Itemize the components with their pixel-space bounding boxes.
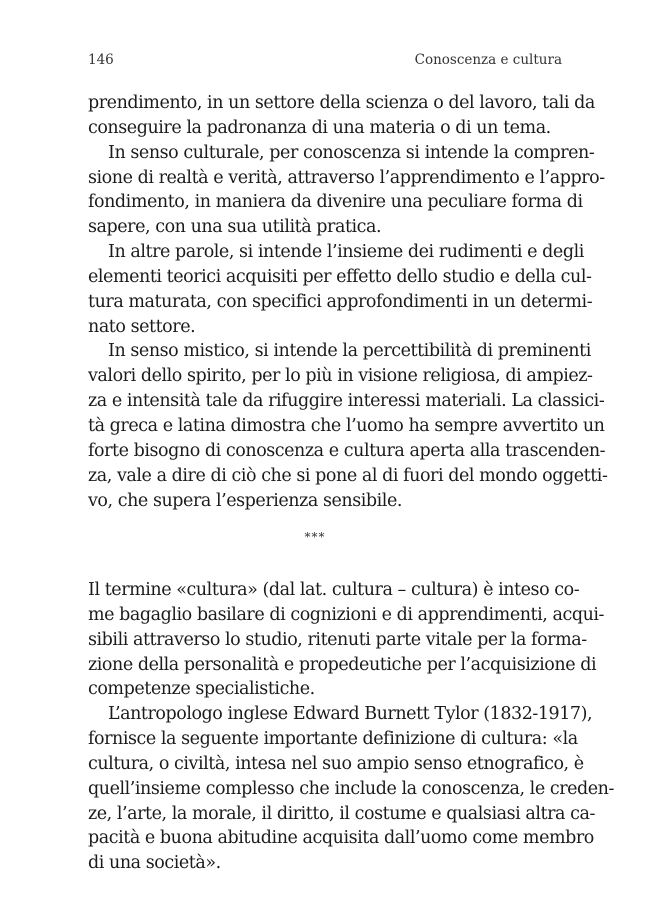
body-text-section-1 — [88, 91, 608, 513]
text-line: fornisce la seguente importante definizione di cultura: «la — [88, 729, 578, 750]
running-title: Conoscenza e cultura — [414, 52, 562, 68]
text-line: za e intensità tale da rifuggire interessi materiali. La classici- — [88, 391, 605, 412]
text-line: pacità e buona abitudine acquisita dall’uomo come membro — [88, 828, 594, 849]
text-line: cultura, o civiltà, intesa nel suo ampio senso etnografico, è — [88, 753, 584, 774]
text-line: In senso culturale, per conoscenza si intende la compren- — [108, 142, 595, 163]
text-line: zione della personalità e propedeutiche per l’acquisizione di — [88, 654, 597, 675]
text-line: fondimento, in maniera da divenire una peculiare forma di — [88, 192, 583, 213]
text-line: valori dello spirito, per lo più in visione religiosa, di ampiez- — [88, 366, 593, 387]
page-header — [88, 52, 562, 72]
text-line: conseguire la padronanza di una materia o di un tema. — [88, 117, 551, 138]
text-line: L’antropologo inglese Edward Burnett Tylor (1832-1917), — [108, 704, 593, 725]
text-line: sione di realtà e verità, attraverso l’apprendimento e l’appro- — [88, 167, 605, 188]
text-line: me bagaglio basilare di cognizioni e di apprendimenti, acqui- — [88, 604, 605, 625]
text-line: competenze specialistiche. — [88, 679, 315, 700]
text-line: vo, che supera l’esperienza sensibile. — [88, 490, 402, 511]
text-line: tà greca e latina dimostra che l’uomo ha sempre avvertito un — [88, 415, 605, 436]
text-line: nato settore. — [88, 316, 196, 337]
text-line: In senso mistico, si intende la percettibilità di preminenti — [108, 341, 591, 362]
body-text-section-2 — [88, 578, 614, 876]
text-line: prendimento, in un settore della scienza o del lavoro, tali da — [88, 93, 595, 113]
text-line: quell’insieme complesso che include la conoscenza, le creden- — [88, 778, 614, 799]
text-line: In altre parole, si intende l’insieme dei rudimenti e degli — [108, 242, 584, 263]
text-line: ze, l’arte, la morale, il diritto, il costume e qualsiasi altra ca- — [88, 803, 595, 824]
text-line: tura maturata, con specifici approfondimenti in un determi- — [88, 291, 593, 312]
text-line: di una società». — [88, 853, 221, 874]
section-separator: *** — [304, 530, 326, 544]
text-line: elementi teorici acquisiti per effetto dello studio e della cul- — [88, 266, 592, 287]
text-line: Il termine «cultura» (dal lat. cultura – cultura) è inteso co- — [88, 580, 580, 600]
text-line: sapere, con una sua utilità pratica. — [88, 217, 382, 238]
text-line: forte bisogno di conoscenza e cultura aperta alla trascenden- — [88, 440, 606, 461]
text-line: sibili attraverso lo studio, ritenuti parte vitale per la forma- — [88, 629, 587, 650]
text-line: za, vale a dire di ciò che si pone al di fuori del mondo oggetti- — [88, 465, 608, 486]
page-number: 146 — [88, 52, 114, 68]
